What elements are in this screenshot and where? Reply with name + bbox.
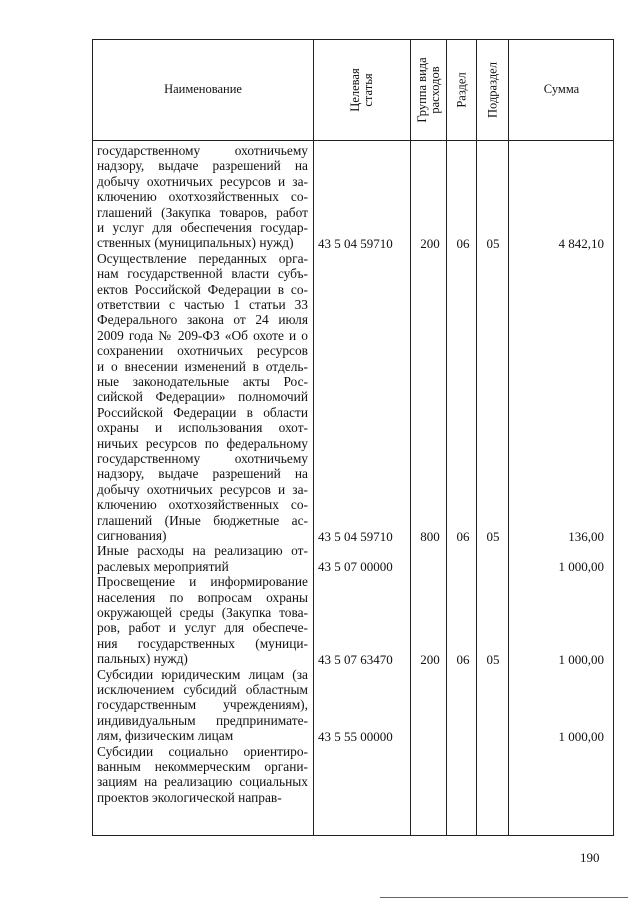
row-section: 06	[456, 528, 470, 544]
row-target-article: 43 5 04 59710	[318, 235, 393, 251]
row-name-line: зациям на реализацию социальных	[97, 774, 308, 790]
row-name-line: сийской Федерации» полномочий	[97, 389, 308, 405]
row-section: 06	[456, 235, 470, 251]
row-target-article: 43 5 04 59710	[318, 528, 393, 544]
header-section	[447, 39, 476, 140]
row-sum: 4 842,10	[558, 235, 604, 251]
row-name-line: ответствии с частью 1 статьи 33	[97, 297, 308, 312]
row-section: 06	[456, 651, 470, 667]
row-target-article: 43 5 07 63470	[318, 651, 393, 667]
row-name-line: ственных (муниципальных) нужд)	[97, 235, 294, 251]
row-name-line: сохранении охотничьих ресурсов	[97, 343, 308, 359]
column-divider-subsection	[508, 39, 509, 836]
header-subsection	[477, 39, 508, 140]
row-name-line: 2009 года № 209-ФЗ «Об охоте и о	[97, 327, 308, 343]
row-expense-group: 200	[420, 651, 440, 667]
column-divider-name	[313, 39, 314, 836]
row-name-line: Федерального закона от 24 июля	[97, 312, 308, 328]
row-name-line: ния государственных (муници-	[97, 635, 308, 651]
row-name-line: индивидуальным предпринимате-	[97, 712, 308, 728]
row-name-line: государственному охотничьему	[97, 143, 308, 158]
row-sum: 1 000,00	[558, 559, 604, 575]
header-expense-group-label: Группа вида расходов	[414, 56, 442, 123]
header-name-label: Наименование	[164, 82, 242, 96]
header-name	[93, 39, 313, 140]
row-subsection: 05	[486, 528, 500, 544]
row-name-line: Субсидии юридическим лицам (за	[97, 666, 308, 682]
row-name-line: раслевых мероприятий	[97, 558, 229, 574]
row-sum: 1 000,00	[558, 651, 604, 667]
column-divider-code	[410, 39, 411, 836]
row-name-line: и о внесении изменений в отдель-	[97, 358, 308, 374]
row-name-line: населения по вопросам охраны	[97, 589, 308, 605]
row-name-line: сигнования)	[97, 528, 167, 543]
row-name-line: Субсидии социально ориентиро-	[97, 743, 308, 759]
row-name-line: глашений (Закупка товаров, работ	[97, 204, 308, 220]
header-section-label: Раздел	[454, 71, 468, 108]
header-sum	[509, 39, 614, 140]
header-target-article-label: Целевая статья	[348, 67, 375, 112]
row-subsection: 05	[486, 235, 500, 251]
row-name-line: Иные расходы на реализацию от-	[97, 543, 308, 559]
row-target-article: 43 5 07 00000	[318, 559, 393, 575]
row-name-line: глашений (Иные бюджетные ас-	[97, 512, 308, 528]
row-target-article: 43 5 55 00000	[318, 728, 393, 744]
row-name-line: ключению охотхозяйственных со-	[97, 189, 308, 205]
row-name-line: нам государственной власти субъ-	[97, 266, 308, 282]
row-expense-group: 800	[420, 528, 440, 544]
column-divider-section	[476, 39, 477, 836]
header-expense-group	[411, 39, 446, 140]
row-sum: 136,00	[568, 528, 604, 544]
column-divider-group	[446, 39, 447, 836]
row-name-line: ные законодательные акты Рос-	[97, 374, 308, 389]
page-number: 190	[580, 850, 600, 865]
row-name-line: ничьих ресурсов по федеральному	[97, 435, 308, 451]
row-name-line: государственному охотничьему	[97, 451, 308, 466]
row-name-line: добычу охотничьих ресурсов и за-	[97, 481, 308, 497]
row-name-line: пальных) нужд)	[97, 651, 188, 667]
row-name-line: и услуг для обеспечения государ-	[97, 220, 308, 235]
row-name-line: исключением субсидий областным	[97, 682, 308, 697]
row-name-line: окружающей среды (Закупка това-	[97, 605, 308, 620]
footer-rule	[380, 897, 628, 898]
row-name-line: добычу охотничьих ресурсов и за-	[97, 173, 308, 189]
row-name-line: ванным некоммерческим органи-	[97, 759, 308, 774]
header-subsection-label: Подраздел	[485, 61, 499, 118]
header-divider	[92, 140, 614, 141]
row-name-line: ключению охотхозяйственных со-	[97, 497, 308, 513]
row-name-line: государственным учреждениям),	[97, 697, 308, 713]
row-name-line: лям, физическим лицам	[97, 728, 234, 744]
row-name-line: ров, работ и услуг для обеспече-	[97, 620, 308, 636]
row-name-line: охраны и использования охот-	[97, 420, 308, 436]
row-name-line: надзору, выдаче разрешений на	[97, 466, 308, 482]
row-name-line: Осуществление переданных орга-	[97, 250, 308, 266]
row-name-line: надзору, выдаче разрешений на	[97, 158, 308, 174]
row-name-line: проектов экологической направ-	[97, 789, 282, 805]
row-sum: 1 000,00	[558, 728, 604, 744]
row-name-line: Российской Федерации в области	[97, 404, 308, 420]
header-target-article	[314, 39, 410, 140]
row-subsection: 05	[486, 651, 500, 667]
row-name-line: ектов Российской Федерации в со-	[97, 281, 308, 297]
row-name-line: Просвещение и информирование	[97, 574, 308, 590]
header-sum-label: Сумма	[543, 82, 580, 96]
row-expense-group: 200	[420, 235, 440, 251]
